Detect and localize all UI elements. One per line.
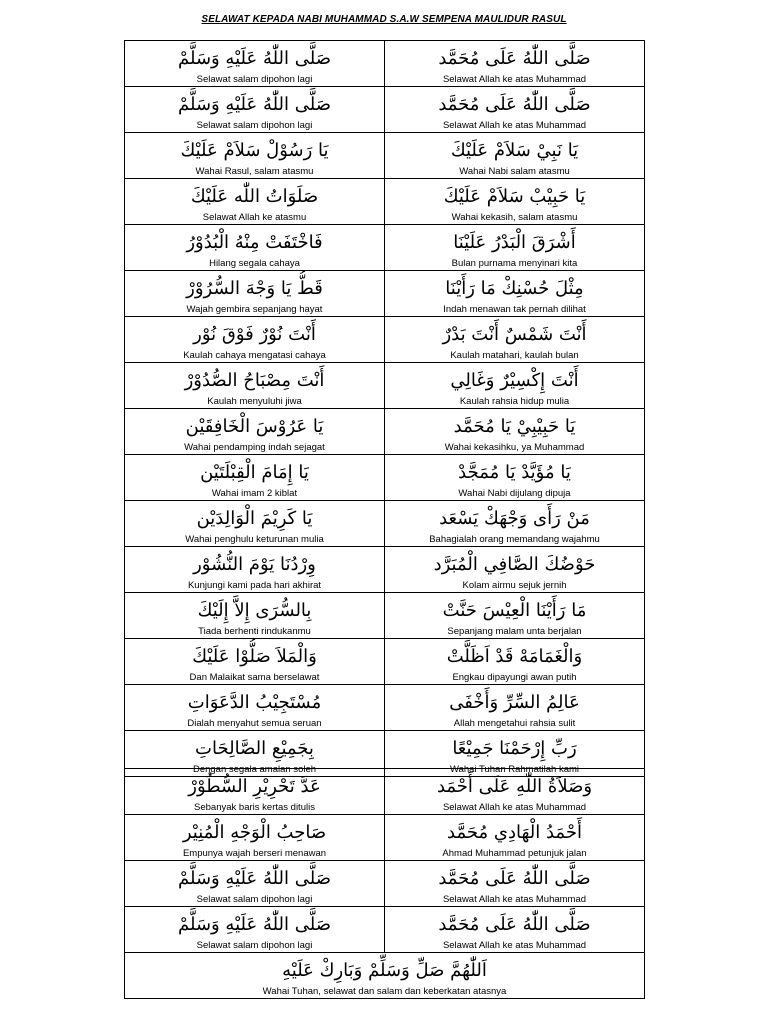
malay-translation: Bahagialah orang memandang wajahmu (429, 534, 600, 545)
arabic-verse: وَصَلاَةُ اللّٰهِ عَلَى أَحْمَد (436, 776, 593, 797)
arabic-verse: أَنْتَ شَمْسٌ أَنْتَ بَدْرٌ (442, 324, 587, 345)
arabic-verse: يَا حَبِيْبْ سَلاَمْ عَلَيْكَ (443, 186, 586, 207)
malay-translation: Wahai penghulu keturunan mulia (185, 534, 324, 545)
verse-cell-left (125, 409, 385, 455)
malay-translation: Wahai pendamping indah sejagat (184, 442, 325, 453)
arabic-verse: يَا حَبِيْبِيْ يَا مُحَمَّد (453, 416, 576, 437)
malay-translation: Selawat Allah ke atas Muhammad (442, 120, 587, 131)
malay-translation: Selawat Allah ke atasmu (202, 212, 307, 223)
verse-row (125, 179, 645, 225)
arabic-verse: صَاحِبُ الْوَجْهِ الْمُنِيْر (182, 822, 327, 843)
arabic-verse: صَلَّى اللّٰهُ عَلَى مُحَمَّد (438, 914, 591, 935)
arabic-verse: يَا إِمَامَ الْقِبْلَتَيْن (200, 462, 309, 483)
arabic-verse: صَلَّى اللّٰهُ عَلَى مُحَمَّد (438, 94, 591, 115)
verse-cell-right (385, 409, 645, 455)
arabic-verse: مَا رَأَيْنَا الْعِيْسَ حَنَّتْ (442, 600, 587, 621)
verse-cell-left (125, 363, 385, 409)
arabic-verse: يَا عَرُوْسَ الْخَافِقَيْن (185, 416, 324, 437)
document-title: SELAWAT KEPADA NABI MUHAMMAD S.A.W SEMPENA MAULIDUR RASUL (201, 14, 567, 25)
arabic-verse: صَلَّى اللّٰهُ عَلَى مُحَمَّد (438, 48, 591, 69)
malay-translation: Kaulah cahaya mengatasi cahaya (183, 350, 326, 361)
malay-translation: Ahmad Muhammad petunjuk jalan (442, 848, 587, 859)
verse-row (125, 271, 645, 317)
verse-cell-left (125, 907, 385, 953)
verse-row (125, 133, 645, 179)
arabic-verse: أَحْمَدُ الْهَادِي مُحَمَّد (447, 822, 582, 843)
malay-translation: Selawat salam dipohon lagi (196, 74, 313, 85)
arabic-verse: يَا رَسُوْلْ سَلاَمْ عَلَيْكَ (180, 140, 329, 161)
malay-translation: Selawat salam dipohon lagi (196, 940, 313, 951)
verse-cell-right (385, 769, 645, 815)
verse-cell-left (125, 593, 385, 639)
closing-row (125, 953, 645, 999)
malay-translation: Tiada berhenti rindukanmu (198, 626, 311, 637)
arabic-verse: مِثْلَ حُسْنِكْ مَا رَأَيْنَا (445, 278, 584, 299)
arabic-verse: صَلَّى اللّٰهُ عَلَى مُحَمَّد (438, 868, 591, 889)
verse-cell-left (125, 225, 385, 271)
verse-cell-right (385, 271, 645, 317)
closing-cell (125, 953, 645, 999)
verse-row (125, 861, 645, 907)
arabic-verse: يَا مُؤَيَّدْ يَا مُمَجَّدْ (458, 462, 571, 483)
malay-translation: Dialah menyahut semua seruan (187, 718, 322, 729)
verse-row (125, 363, 645, 409)
arabic-verse: عَالِمُ السِّرِّ وَأَخْفَى (449, 692, 580, 713)
malay-translation: Hilang segala cahaya (209, 258, 300, 269)
arabic-verse: أَشْرَقَ الْبَدْرُ عَلَيْنَا (453, 232, 576, 253)
verse-cell-left (125, 317, 385, 363)
verse-cell-right (385, 225, 645, 271)
arabic-verse: صَلَوَاتُ اللّٰه عَلَيْكَ (190, 186, 319, 207)
verse-cell-left (125, 861, 385, 907)
malay-translation: Kaulah menyuluhi jiwa (207, 396, 302, 407)
verse-cell-left (125, 271, 385, 317)
malay-translation: Kunjungi kami pada hari akhirat (187, 580, 322, 591)
verse-cell-left (125, 501, 385, 547)
verse-cell-right (385, 133, 645, 179)
verse-cell-right (385, 593, 645, 639)
malay-translation: Bulan purnama menyinari kita (451, 258, 578, 269)
arabic-verse: صَلَّى اللّٰهُ عَلَيْهِ وَسَلَّمْ (178, 94, 331, 115)
verse-cell-right (385, 907, 645, 953)
malay-translation: Selawat salam dipohon lagi (196, 894, 313, 905)
verse-cell-right (385, 455, 645, 501)
verse-row (125, 639, 645, 685)
malay-translation: Wahai Tuhan Rahmatilah kami (449, 764, 579, 775)
malay-translation: Selawat Allah ke atas Muhammad (442, 894, 587, 905)
malay-translation: Selawat Allah ke atas Muhammad (442, 802, 587, 813)
arabic-verse: فَاخْتَفَتْ مِنْهُ الْبُدُوْرُ (186, 232, 323, 253)
verse-row (125, 593, 645, 639)
arabic-verse: أَنْتَ مِصْبَاحُ الصُّدُوْرْ (184, 370, 325, 391)
verse-cell-right (385, 639, 645, 685)
malay-translation: Wahai imam 2 kiblat (211, 488, 298, 499)
malay-translation: Wahai Nabi dijulang dipuja (458, 488, 571, 499)
verse-row (125, 41, 645, 87)
malay-translation: Wahai Nabi salam atasmu (459, 166, 570, 177)
malay-translation: Wahai kekasihku, ya Muhammad (444, 442, 585, 453)
verse-cell-right (385, 685, 645, 731)
verse-cell-left (125, 547, 385, 593)
verse-cell-right (385, 861, 645, 907)
verse-row (125, 455, 645, 501)
arabic-verse: قَطُّ يَا وَجْهَ السُّرُوْرْ (186, 278, 323, 299)
verse-cell-left (125, 179, 385, 225)
arabic-verse: حَوْضُكَ الصَّافِي الْمُبَرَّد (433, 554, 596, 575)
verse-cell-right (385, 363, 645, 409)
malay-translation: Wajah gembira sepanjang hayat (186, 304, 323, 315)
verse-row (125, 501, 645, 547)
arabic-verse: يَا نَبِيْ سَلاَمْ عَلَيْكَ (450, 140, 579, 161)
verse-row (125, 815, 645, 861)
malay-translation: Sebanyak baris kertas ditulis (194, 802, 315, 813)
verse-cell-right (385, 87, 645, 133)
arabic-verse: وَالْمَلاَ صَلُّوْا عَلَيْكَ (192, 646, 317, 667)
verse-row (125, 685, 645, 731)
closing-arabic: اَللّٰهُمَّ صَلِّ وَسَلِّمْ وَبَارِكْ عَلَيْهِ (282, 960, 487, 981)
arabic-verse: وَالْغَمَامَهْ قَدْ اَظَلَّتْ (446, 646, 583, 667)
malay-translation: Selawat Allah ke atas Muhammad (442, 940, 587, 951)
arabic-verse: صَلَّى اللّٰهُ عَلَيْهِ وَسَلَّمْ (178, 48, 331, 69)
selawat-table (124, 40, 645, 777)
arabic-verse: مَنْ رَأَى وَجْهَكْ يَسْعَد (439, 508, 590, 529)
arabic-verse: صَلَّى اللّٰهُ عَلَيْهِ وَسَلَّمْ (178, 868, 331, 889)
malay-translation: Indah menawan tak pernah dilihat (443, 304, 586, 315)
malay-translation: Dan Malaikat sama berselawat (189, 672, 320, 683)
verse-cell-right (385, 317, 645, 363)
verse-cell-right (385, 179, 645, 225)
verse-row (125, 87, 645, 133)
malay-translation: Empunya wajah berseri menawan (182, 848, 327, 859)
verse-row (125, 907, 645, 953)
arabic-verse: وِرْدُنَا يَوْمَ النُّشُوْر (193, 554, 316, 575)
verse-cell-left (125, 87, 385, 133)
verse-row (125, 317, 645, 363)
verse-row (125, 225, 645, 271)
malay-translation: Wahai kekasih, salam atasmu (451, 212, 578, 223)
arabic-verse: بِالسُّرَى إِلاَّ إِلَيْكَ (197, 600, 312, 621)
selawat-table-continued (124, 768, 645, 999)
malay-translation: Wahai Rasul, salam atasmu (195, 166, 314, 177)
verse-cell-left (125, 455, 385, 501)
malay-translation: Dengan segala amalan soleh (192, 764, 317, 775)
verse-row (125, 769, 645, 815)
malay-translation: Sepanjang malam unta berjalan (447, 626, 582, 637)
verse-cell-left (125, 769, 385, 815)
verse-row (125, 547, 645, 593)
verse-cell-left (125, 815, 385, 861)
malay-translation: Kolam airmu sejuk jernih (462, 580, 567, 591)
malay-translation: Selawat salam dipohon lagi (196, 120, 313, 131)
verse-cell-left (125, 685, 385, 731)
arabic-verse: بِجَمِيْعِ الصَّالِحَاتِ (195, 738, 314, 759)
verse-cell-left (125, 133, 385, 179)
closing-translation: Wahai Tuhan, selawat dan salam dan keberkatan atasnya (262, 986, 507, 997)
arabic-verse: أَنْتَ إِكْسِيْرٌ وَغَالِي (450, 370, 579, 391)
arabic-verse: عَدَّ تَحْرِيْرِ السُّطُوْرْ (188, 776, 321, 797)
verse-cell-right (385, 547, 645, 593)
verse-cell-right (385, 815, 645, 861)
verse-cell-left (125, 639, 385, 685)
verse-row (125, 409, 645, 455)
arabic-verse: رَبِّ إِرْحَمْنَا جَمِيْعًا (452, 738, 577, 759)
malay-translation: Selawat Allah ke atas Muhammad (442, 74, 587, 85)
verse-cell-left (125, 41, 385, 87)
malay-translation: Kaulah rahsia hidup mulia (459, 396, 570, 407)
malay-translation: Allah mengetahui rahsia sulit (453, 718, 576, 729)
arabic-verse: أَنْتَ نُوْرٌ فَوْقَ نُوْر (193, 324, 316, 345)
verse-cell-right (385, 41, 645, 87)
malay-translation: Engkau dipayungi awan putih (452, 672, 577, 683)
arabic-verse: يَا كَرِيْمَ الْوَالِدَيْن (196, 508, 313, 529)
malay-translation: Kaulah matahari, kaulah bulan (450, 350, 579, 361)
arabic-verse: صَلَّى اللّٰهُ عَلَيْهِ وَسَلَّمْ (178, 914, 331, 935)
verse-cell-right (385, 501, 645, 547)
arabic-verse: مُسْتَجِيْبُ الدَّعَوَاتِ (187, 692, 322, 713)
